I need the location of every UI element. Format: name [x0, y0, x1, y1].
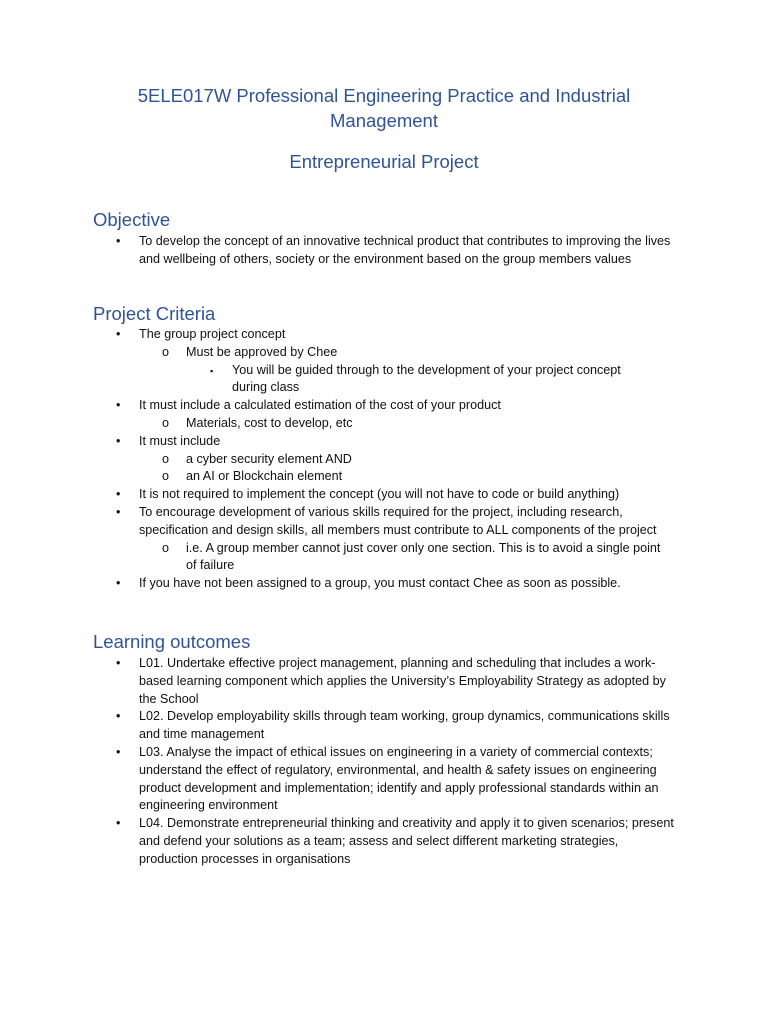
list-item — [0, 233, 679, 269]
bullet-icon: • — [116, 234, 121, 248]
bullet-icon: • — [116, 816, 121, 831]
list-item-text: L02. Develop employability skills through team working, group dynamics, communications skills and time management — [139, 709, 670, 742]
list-item — [0, 744, 679, 815]
list-item-text: i.e. A group member cannot just cover only one section. This is to avoid a single point of failure — [186, 540, 661, 573]
list-item-text: If you have not been assigned to a group, you must contact Chee as soon as possible. — [139, 576, 621, 591]
list-item — [0, 433, 679, 451]
list-item-text: a cyber security element AND — [186, 451, 352, 466]
bullet-icon: • — [116, 327, 121, 341]
list-item-text: It must include a calculated estimation of the cost of your product — [139, 398, 501, 413]
circle-bullet-icon: o — [162, 344, 170, 359]
objective-heading: Objective — [93, 209, 171, 230]
document-title: 5ELE017W Professional Engineering Practice and Industrial Management — [137, 85, 631, 131]
list-item — [0, 655, 679, 708]
list-item-text: L01. Undertake effective project management, planning and scheduling that includes a work-based learning component which applies the University’s Employability Strategy as adopted by the School — [139, 656, 666, 706]
bullet-icon: • — [116, 504, 121, 519]
list-item — [0, 468, 666, 486]
bullet-icon: • — [116, 487, 121, 502]
list-item — [0, 486, 679, 504]
list-item-text: Materials, cost to develop, etc — [186, 415, 353, 430]
bullet-icon: • — [116, 656, 121, 670]
list-item — [0, 504, 679, 540]
list-item — [0, 397, 679, 415]
list-item — [0, 344, 666, 362]
circle-bullet-icon: o — [162, 451, 170, 466]
circle-bullet-icon: o — [162, 415, 170, 430]
list-item — [0, 451, 666, 469]
outcomes-list — [0, 655, 768, 869]
objective-list — [0, 233, 768, 269]
circle-bullet-icon: o — [162, 540, 170, 555]
list-item — [0, 708, 679, 744]
list-item — [0, 575, 679, 593]
bullet-icon: • — [116, 744, 121, 759]
list-item-text: It must include — [139, 433, 221, 448]
list-item-text: You will be guided through to the development of your project concept during class — [232, 362, 621, 395]
bullet-icon: • — [116, 398, 121, 413]
list-item — [0, 326, 679, 344]
list-item-text: an AI or Blockchain element — [186, 469, 343, 484]
list-item-text: L03. Analyse the impact of ethical issues on engineering in a variety of commercial contexts; understand the effect of regulatory, environmental, and health & safety issues on engineering product development and implementation; identify and apply professional standards within an engineering environment — [139, 744, 659, 813]
document-subtitle: Entrepreneurial Project — [289, 151, 479, 172]
list-item — [0, 815, 679, 868]
list-item — [0, 362, 652, 398]
criteria-heading: Project Criteria — [93, 303, 216, 324]
bullet-icon: • — [116, 709, 121, 724]
bullet-icon: • — [116, 576, 121, 591]
list-item-text: To encourage development of various skills required for the project, including research, specification and design skills, all members must contribute to ALL components of the project — [139, 504, 657, 537]
list-item-text: L04. Demonstrate entrepreneurial thinking and creativity and apply it to given scenarios; present and defend your solutions as a team; assess and select different marketing strategies, production processes in organisations — [139, 816, 674, 866]
list-item-text: The group project concept — [139, 327, 286, 341]
bullet-icon: • — [116, 433, 121, 448]
outcomes-heading: Learning outcomes — [93, 631, 251, 652]
list-item — [0, 415, 666, 433]
square-bullet-icon: ▪ — [210, 365, 214, 376]
list-item-text: It is not required to implement the concept (you will not have to code or build anything) — [139, 487, 620, 502]
list-item-text: Must be approved by Chee — [186, 344, 338, 359]
criteria-list — [0, 326, 768, 593]
list-item-text: To develop the concept of an innovative technical product that contributes to improving the lives and wellbeing of others, society or the environment based on the group members values — [139, 234, 671, 266]
list-item — [0, 540, 666, 576]
circle-bullet-icon: o — [162, 469, 170, 484]
